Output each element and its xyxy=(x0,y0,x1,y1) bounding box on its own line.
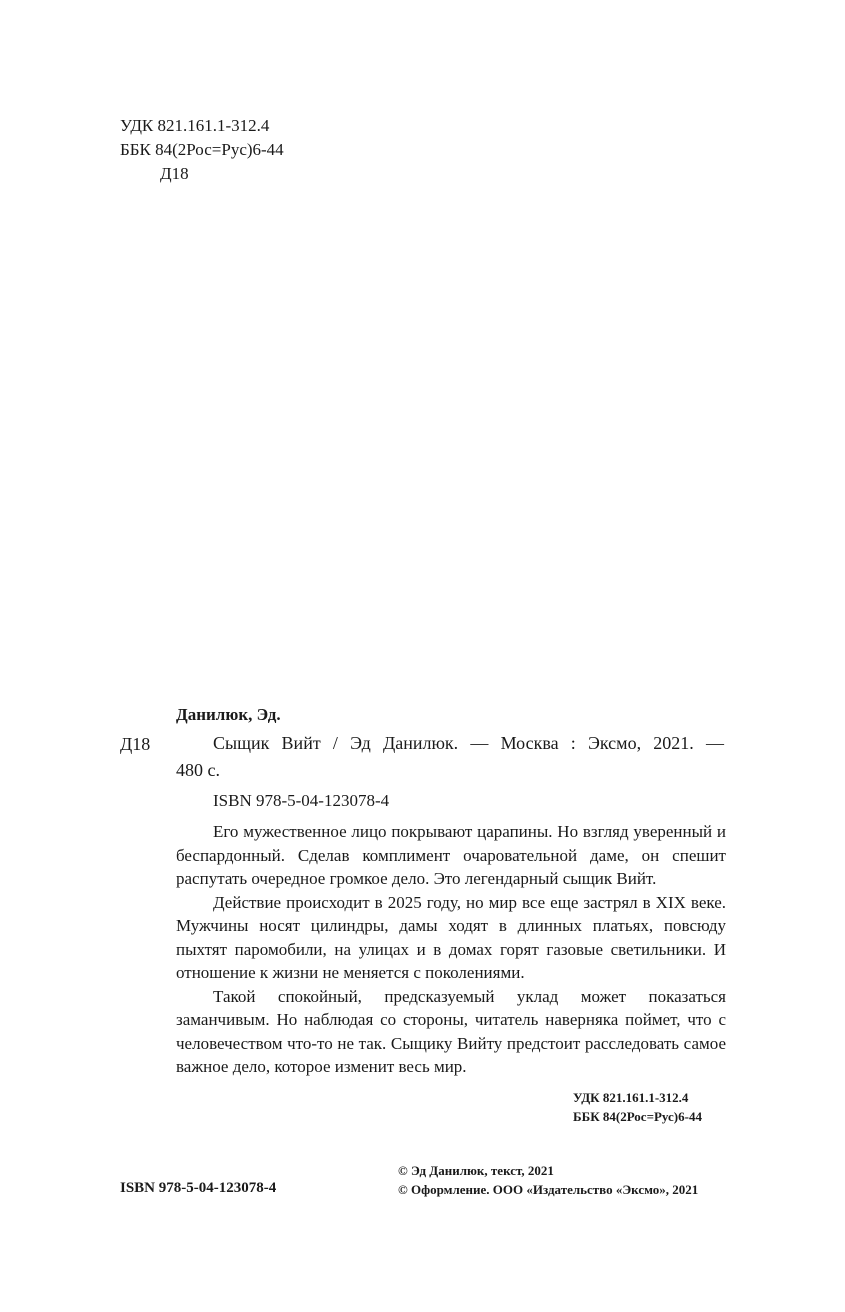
annotation-paragraph: Его мужественное лицо покрывают царапины. Но взгляд уверенный и беспардонный. Сделав комплимент очаровательной даме, он спешит распутать очередное громкое дело. Это легендарный сыщик Вийт. xyxy=(176,822,726,888)
top-classification-codes xyxy=(120,114,284,186)
imprint-isbn: ISBN 978-5-04-123078-4 xyxy=(120,1180,277,1196)
catalog-isbn: ISBN 978-5-04-123078-4 xyxy=(213,791,390,810)
annotation-paragraph: Действие происходит в 2025 году, но мир все еще застрял в XIX веке. Мужчины носят цилиндры, дамы ходят в длинных платьях, повсюду пыхтят паромобили, на улицах и в домах горят газовые светильники. И отношение к жизни не меняется с поколениями. xyxy=(176,892,726,982)
udk-code-bottom: УДК 821.161.1-312.4 xyxy=(573,1090,689,1105)
catalog-title-line: Сыщик Вийт / Эд Данилюк. — Москва : Эксмо, 2021. — xyxy=(213,733,724,753)
catalog-pages-line: 480 с. xyxy=(176,760,220,780)
catalog-card-code: Д18 xyxy=(120,734,151,754)
catalog-author: Данилюк, Эд. xyxy=(176,705,281,724)
bbk-code-bottom: ББК 84(2Рос=Рус)6-44 xyxy=(573,1109,702,1124)
annotation xyxy=(176,820,726,1079)
author-mark: Д18 xyxy=(160,164,189,183)
copyright-block xyxy=(398,1161,698,1199)
udk-code: УДК 821.161.1-312.4 xyxy=(120,116,270,135)
catalog-bibliographic-entry xyxy=(176,730,724,784)
bottom-classification-codes xyxy=(573,1088,702,1126)
bbk-code: ББК 84(2Рос=Рус)6-44 xyxy=(120,140,284,159)
annotation-paragraph: Такой спокойный, предсказуемый уклад может показаться заманчивым. Но наблюдая со стороны, читатель наверняка поймет, что с человечеством что-то не так. Сыщику Вийту предстоит расследовать самое важное дело, которое изменит весь мир. xyxy=(176,986,726,1076)
copyright-design: © Оформление. ООО «Издательство «Эксмо», 2021 xyxy=(398,1182,699,1197)
copyright-text: © Эд Данилюк, текст, 2021 xyxy=(398,1163,554,1178)
